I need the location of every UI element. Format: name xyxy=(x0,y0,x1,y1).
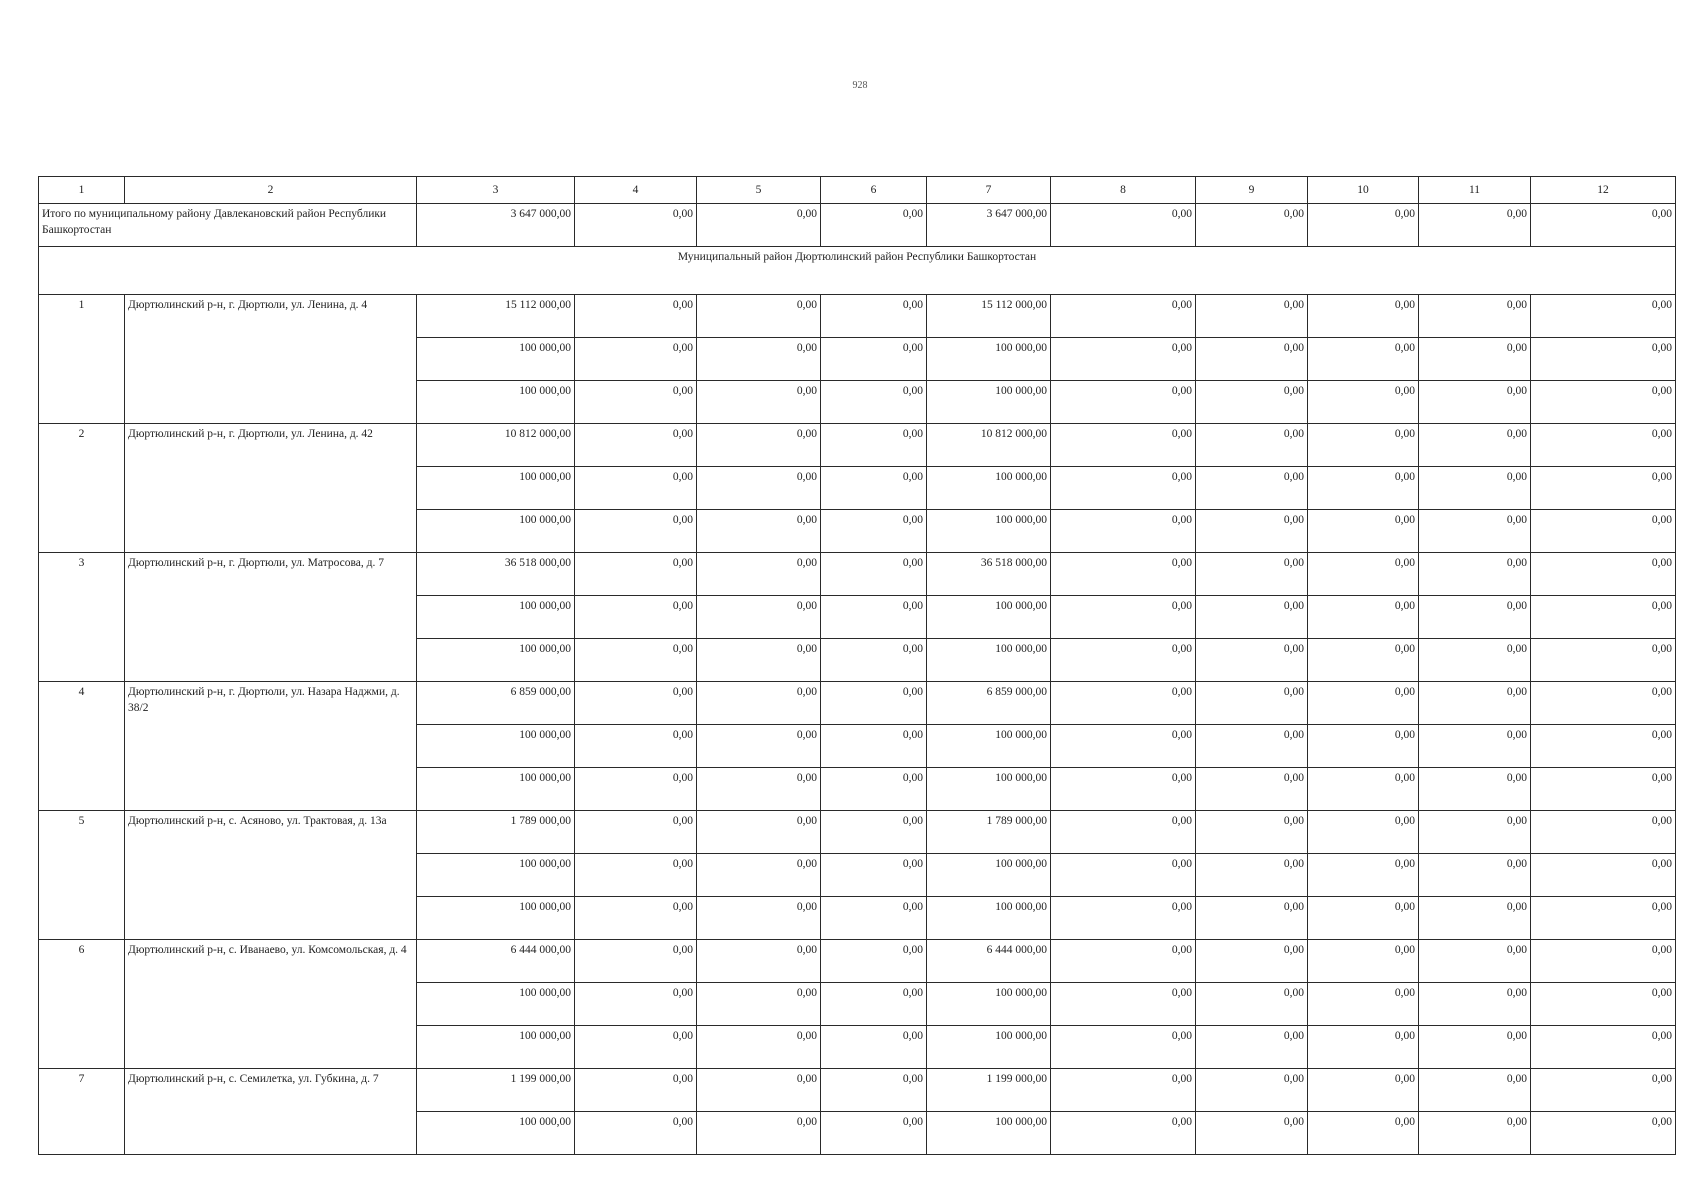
amount-cell: 100 000,00 xyxy=(927,639,1051,682)
amount-cell: 0,00 xyxy=(1419,338,1531,381)
object-address: Дюртюлинский р-н, с. Асяново, ул. Трактовая, д. 13а xyxy=(125,811,417,940)
amount-cell: 0,00 xyxy=(1419,1026,1531,1069)
amount-cell: 0,00 xyxy=(1419,596,1531,639)
amount-cell: 1 789 000,00 xyxy=(927,811,1051,854)
amount-cell: 10 812 000,00 xyxy=(417,424,575,467)
amount-cell: 0,00 xyxy=(1308,596,1419,639)
amount-cell: 0,00 xyxy=(821,983,927,1026)
amount-cell: 0,00 xyxy=(821,467,927,510)
amount-cell: 0,00 xyxy=(1308,768,1419,811)
table-body xyxy=(39,177,1676,1155)
amount-cell: 0,00 xyxy=(1419,854,1531,897)
amount-cell: 0,00 xyxy=(1531,1069,1676,1112)
amount-cell: 0,00 xyxy=(1531,811,1676,854)
amount-cell: 0,00 xyxy=(1531,553,1676,596)
amount-cell: 0,00 xyxy=(697,596,821,639)
amount-cell: 0,00 xyxy=(1196,467,1308,510)
amount-cell: 0,00 xyxy=(1051,295,1196,338)
amount-cell: 0,00 xyxy=(697,768,821,811)
amount-cell: 0,00 xyxy=(697,725,821,768)
amount-cell: 0,00 xyxy=(1419,897,1531,940)
amount-cell: 0,00 xyxy=(1531,983,1676,1026)
amount-cell: 0,00 xyxy=(1051,381,1196,424)
total-label: Итого по муниципальному району Давлекановский район Республики Башкортостан xyxy=(39,204,417,247)
amount-cell: 0,00 xyxy=(575,295,697,338)
object-address: Дюртюлинский р-н, с. Иванаево, ул. Комсомольская, д. 4 xyxy=(125,940,417,1069)
object-number: 7 xyxy=(39,1069,125,1155)
amount-cell: 0,00 xyxy=(697,897,821,940)
amount-cell: 0,00 xyxy=(1308,424,1419,467)
amount-cell: 0,00 xyxy=(1531,424,1676,467)
object-number: 3 xyxy=(39,553,125,682)
amount-cell: 0,00 xyxy=(821,854,927,897)
amount-cell: 0,00 xyxy=(1196,553,1308,596)
object-number: 4 xyxy=(39,682,125,811)
total-value: 3 647 000,00 xyxy=(417,204,575,247)
amount-cell: 0,00 xyxy=(821,510,927,553)
amount-cell: 100 000,00 xyxy=(927,725,1051,768)
amount-cell: 0,00 xyxy=(1196,854,1308,897)
amount-cell: 0,00 xyxy=(1531,381,1676,424)
amount-cell: 0,00 xyxy=(1308,1112,1419,1155)
amount-cell: 100 000,00 xyxy=(417,510,575,553)
amount-cell: 0,00 xyxy=(1051,983,1196,1026)
amount-cell: 0,00 xyxy=(1051,940,1196,983)
section-title: Муниципальный район Дюртюлинский район Республики Башкортостан xyxy=(39,247,1676,295)
amount-cell: 0,00 xyxy=(697,467,821,510)
amount-cell: 0,00 xyxy=(821,295,927,338)
amount-cell: 0,00 xyxy=(1051,338,1196,381)
amount-cell: 0,00 xyxy=(575,1112,697,1155)
amount-cell: 0,00 xyxy=(1051,725,1196,768)
amount-cell: 0,00 xyxy=(1308,897,1419,940)
amount-cell: 36 518 000,00 xyxy=(417,553,575,596)
total-value: 0,00 xyxy=(1196,204,1308,247)
amount-cell: 0,00 xyxy=(1531,338,1676,381)
total-value: 0,00 xyxy=(1531,204,1676,247)
amount-cell: 0,00 xyxy=(1531,768,1676,811)
amount-cell: 36 518 000,00 xyxy=(927,553,1051,596)
amount-cell: 0,00 xyxy=(1419,682,1531,725)
amount-cell: 0,00 xyxy=(697,338,821,381)
amount-cell: 0,00 xyxy=(1419,983,1531,1026)
table-row xyxy=(39,811,1676,854)
object-number: 6 xyxy=(39,940,125,1069)
amount-cell: 0,00 xyxy=(1531,295,1676,338)
amount-cell: 0,00 xyxy=(1196,510,1308,553)
amount-cell: 0,00 xyxy=(821,1112,927,1155)
amount-cell: 100 000,00 xyxy=(417,1112,575,1155)
amount-cell: 100 000,00 xyxy=(417,897,575,940)
amount-cell: 100 000,00 xyxy=(417,381,575,424)
amount-cell: 6 444 000,00 xyxy=(417,940,575,983)
amount-cell: 100 000,00 xyxy=(417,338,575,381)
amount-cell: 0,00 xyxy=(1051,682,1196,725)
amount-cell: 0,00 xyxy=(1308,1069,1419,1112)
amount-cell: 0,00 xyxy=(697,295,821,338)
amount-cell: 0,00 xyxy=(1051,811,1196,854)
amount-cell: 0,00 xyxy=(1419,295,1531,338)
amount-cell: 0,00 xyxy=(821,1026,927,1069)
amount-cell: 0,00 xyxy=(821,768,927,811)
amount-cell: 100 000,00 xyxy=(417,983,575,1026)
amount-cell: 0,00 xyxy=(575,1069,697,1112)
amount-cell: 0,00 xyxy=(1308,854,1419,897)
amount-cell: 100 000,00 xyxy=(417,768,575,811)
amount-cell: 0,00 xyxy=(697,1112,821,1155)
amount-cell: 0,00 xyxy=(575,467,697,510)
amount-cell: 0,00 xyxy=(1531,725,1676,768)
amount-cell: 100 000,00 xyxy=(417,725,575,768)
column-number: 9 xyxy=(1196,177,1308,204)
amount-cell: 0,00 xyxy=(1419,553,1531,596)
amount-cell: 0,00 xyxy=(821,381,927,424)
amount-cell: 0,00 xyxy=(697,1026,821,1069)
column-number: 1 xyxy=(39,177,125,204)
amount-cell: 6 859 000,00 xyxy=(417,682,575,725)
amount-cell: 0,00 xyxy=(1051,424,1196,467)
amount-cell: 0,00 xyxy=(575,424,697,467)
amount-cell: 0,00 xyxy=(575,338,697,381)
table-row xyxy=(39,1069,1676,1112)
amount-cell: 0,00 xyxy=(575,381,697,424)
object-number: 1 xyxy=(39,295,125,424)
amount-cell: 0,00 xyxy=(1196,1026,1308,1069)
column-number: 4 xyxy=(575,177,697,204)
amount-cell: 0,00 xyxy=(821,682,927,725)
amount-cell: 0,00 xyxy=(575,639,697,682)
amount-cell: 0,00 xyxy=(1419,1069,1531,1112)
total-value: 0,00 xyxy=(575,204,697,247)
amount-cell: 0,00 xyxy=(697,940,821,983)
amount-cell: 0,00 xyxy=(575,768,697,811)
amount-cell: 0,00 xyxy=(1051,768,1196,811)
amount-cell: 0,00 xyxy=(697,510,821,553)
total-value: 0,00 xyxy=(1419,204,1531,247)
amount-cell: 0,00 xyxy=(1051,1026,1196,1069)
column-number: 7 xyxy=(927,177,1051,204)
amount-cell: 0,00 xyxy=(697,381,821,424)
amount-cell: 100 000,00 xyxy=(417,854,575,897)
amount-cell: 100 000,00 xyxy=(927,510,1051,553)
amount-cell: 0,00 xyxy=(1051,467,1196,510)
amount-cell: 0,00 xyxy=(1531,1026,1676,1069)
amount-cell: 0,00 xyxy=(697,811,821,854)
amount-cell: 0,00 xyxy=(575,682,697,725)
amount-cell: 0,00 xyxy=(575,1026,697,1069)
table-row xyxy=(39,295,1676,338)
amount-cell: 0,00 xyxy=(1196,1112,1308,1155)
amount-cell: 0,00 xyxy=(821,1069,927,1112)
amount-cell: 0,00 xyxy=(1308,1026,1419,1069)
amount-cell: 0,00 xyxy=(697,854,821,897)
amount-cell: 0,00 xyxy=(697,983,821,1026)
amount-cell: 0,00 xyxy=(1419,811,1531,854)
amount-cell: 100 000,00 xyxy=(417,639,575,682)
page-number: 928 xyxy=(852,80,868,91)
amount-cell: 0,00 xyxy=(1051,854,1196,897)
column-number-row xyxy=(39,177,1676,204)
column-number: 11 xyxy=(1419,177,1531,204)
amount-cell: 0,00 xyxy=(1051,1112,1196,1155)
amount-cell: 100 000,00 xyxy=(927,983,1051,1026)
amount-cell: 0,00 xyxy=(1196,338,1308,381)
amount-cell: 0,00 xyxy=(575,811,697,854)
amount-cell: 0,00 xyxy=(1308,983,1419,1026)
object-address: Дюртюлинский р-н, г. Дюртюли, ул. Назара Наджми, д. 38/2 xyxy=(125,682,417,811)
amount-cell: 0,00 xyxy=(821,424,927,467)
column-number: 8 xyxy=(1051,177,1196,204)
amount-cell: 100 000,00 xyxy=(927,854,1051,897)
amount-cell: 0,00 xyxy=(575,897,697,940)
column-number: 10 xyxy=(1308,177,1419,204)
amount-cell: 100 000,00 xyxy=(417,467,575,510)
amount-cell: 0,00 xyxy=(1051,897,1196,940)
amount-cell: 0,00 xyxy=(1196,1069,1308,1112)
budget-table xyxy=(38,176,1676,1155)
amount-cell: 0,00 xyxy=(1051,596,1196,639)
table-row xyxy=(39,553,1676,596)
amount-cell: 0,00 xyxy=(821,897,927,940)
amount-cell: 10 812 000,00 xyxy=(927,424,1051,467)
amount-cell: 15 112 000,00 xyxy=(417,295,575,338)
amount-cell: 1 199 000,00 xyxy=(417,1069,575,1112)
amount-cell: 0,00 xyxy=(821,639,927,682)
amount-cell: 0,00 xyxy=(1196,639,1308,682)
column-number: 3 xyxy=(417,177,575,204)
amount-cell: 0,00 xyxy=(1051,553,1196,596)
amount-cell: 0,00 xyxy=(1419,467,1531,510)
object-number: 5 xyxy=(39,811,125,940)
amount-cell: 0,00 xyxy=(1531,940,1676,983)
amount-cell: 0,00 xyxy=(1308,510,1419,553)
amount-cell: 0,00 xyxy=(1531,682,1676,725)
column-number: 5 xyxy=(697,177,821,204)
amount-cell: 0,00 xyxy=(1196,940,1308,983)
amount-cell: 100 000,00 xyxy=(927,467,1051,510)
amount-cell: 0,00 xyxy=(1196,682,1308,725)
amount-cell: 0,00 xyxy=(1308,467,1419,510)
amount-cell: 0,00 xyxy=(1196,424,1308,467)
amount-cell: 0,00 xyxy=(1419,510,1531,553)
amount-cell: 1 789 000,00 xyxy=(417,811,575,854)
total-value: 0,00 xyxy=(697,204,821,247)
amount-cell: 0,00 xyxy=(697,424,821,467)
table-row xyxy=(39,682,1676,725)
amount-cell: 0,00 xyxy=(1531,596,1676,639)
amount-cell: 0,00 xyxy=(697,1069,821,1112)
amount-cell: 0,00 xyxy=(821,811,927,854)
amount-cell: 0,00 xyxy=(1419,725,1531,768)
amount-cell: 0,00 xyxy=(575,596,697,639)
table-row xyxy=(39,940,1676,983)
amount-cell: 0,00 xyxy=(1051,510,1196,553)
amount-cell: 0,00 xyxy=(1196,381,1308,424)
total-value: 3 647 000,00 xyxy=(927,204,1051,247)
amount-cell: 0,00 xyxy=(1419,424,1531,467)
total-value: 0,00 xyxy=(821,204,927,247)
amount-cell: 0,00 xyxy=(1531,854,1676,897)
total-value: 0,00 xyxy=(1308,204,1419,247)
amount-cell: 0,00 xyxy=(821,596,927,639)
amount-cell: 0,00 xyxy=(697,682,821,725)
amount-cell: 0,00 xyxy=(1308,725,1419,768)
object-address: Дюртюлинский р-н, г. Дюртюли, ул. Ленина, д. 4 xyxy=(125,295,417,424)
amount-cell: 0,00 xyxy=(1196,596,1308,639)
amount-cell: 1 199 000,00 xyxy=(927,1069,1051,1112)
amount-cell: 100 000,00 xyxy=(927,897,1051,940)
amount-cell: 0,00 xyxy=(1308,682,1419,725)
amount-cell: 0,00 xyxy=(1308,553,1419,596)
amount-cell: 100 000,00 xyxy=(927,1112,1051,1155)
amount-cell: 100 000,00 xyxy=(927,1026,1051,1069)
amount-cell: 0,00 xyxy=(575,940,697,983)
object-number: 2 xyxy=(39,424,125,553)
amount-cell: 0,00 xyxy=(1196,725,1308,768)
amount-cell: 0,00 xyxy=(821,553,927,596)
amount-cell: 100 000,00 xyxy=(927,596,1051,639)
amount-cell: 0,00 xyxy=(1419,768,1531,811)
amount-cell: 0,00 xyxy=(1308,811,1419,854)
amount-cell: 6 444 000,00 xyxy=(927,940,1051,983)
amount-cell: 0,00 xyxy=(575,553,697,596)
amount-cell: 0,00 xyxy=(1531,1112,1676,1155)
amount-cell: 0,00 xyxy=(1308,639,1419,682)
amount-cell: 0,00 xyxy=(1419,639,1531,682)
amount-cell: 0,00 xyxy=(1051,639,1196,682)
amount-cell: 0,00 xyxy=(1419,940,1531,983)
amount-cell: 0,00 xyxy=(697,553,821,596)
table-row xyxy=(39,424,1676,467)
amount-cell: 0,00 xyxy=(1308,295,1419,338)
amount-cell: 0,00 xyxy=(1308,338,1419,381)
column-number: 2 xyxy=(125,177,417,204)
amount-cell: 0,00 xyxy=(1196,295,1308,338)
district-total-row xyxy=(39,204,1676,247)
amount-cell: 0,00 xyxy=(1196,811,1308,854)
amount-cell: 0,00 xyxy=(1196,897,1308,940)
object-address: Дюртюлинский р-н, г. Дюртюли, ул. Ленина, д. 42 xyxy=(125,424,417,553)
amount-cell: 0,00 xyxy=(575,725,697,768)
amount-cell: 100 000,00 xyxy=(417,596,575,639)
amount-cell: 0,00 xyxy=(1196,983,1308,1026)
amount-cell: 0,00 xyxy=(1419,381,1531,424)
amount-cell: 0,00 xyxy=(1531,897,1676,940)
amount-cell: 100 000,00 xyxy=(417,1026,575,1069)
amount-cell: 100 000,00 xyxy=(927,381,1051,424)
amount-cell: 0,00 xyxy=(1308,381,1419,424)
amount-cell: 0,00 xyxy=(1051,1069,1196,1112)
amount-cell: 6 859 000,00 xyxy=(927,682,1051,725)
amount-cell: 100 000,00 xyxy=(927,768,1051,811)
amount-cell: 0,00 xyxy=(821,940,927,983)
object-address: Дюртюлинский р-н, с. Семилетка, ул. Губкина, д. 7 xyxy=(125,1069,417,1155)
amount-cell: 0,00 xyxy=(1419,1112,1531,1155)
amount-cell: 0,00 xyxy=(575,510,697,553)
amount-cell: 0,00 xyxy=(1531,510,1676,553)
amount-cell: 0,00 xyxy=(1196,768,1308,811)
column-number: 6 xyxy=(821,177,927,204)
column-number: 12 xyxy=(1531,177,1676,204)
amount-cell: 0,00 xyxy=(1531,467,1676,510)
amount-cell: 0,00 xyxy=(697,639,821,682)
object-address: Дюртюлинский р-н, г. Дюртюли, ул. Матросова, д. 7 xyxy=(125,553,417,682)
amount-cell: 0,00 xyxy=(1531,639,1676,682)
section-header-row xyxy=(39,247,1676,295)
total-value: 0,00 xyxy=(1051,204,1196,247)
amount-cell: 0,00 xyxy=(575,854,697,897)
amount-cell: 100 000,00 xyxy=(927,338,1051,381)
amount-cell: 0,00 xyxy=(821,725,927,768)
amount-cell: 0,00 xyxy=(1308,940,1419,983)
amount-cell: 0,00 xyxy=(575,983,697,1026)
amount-cell: 15 112 000,00 xyxy=(927,295,1051,338)
amount-cell: 0,00 xyxy=(821,338,927,381)
